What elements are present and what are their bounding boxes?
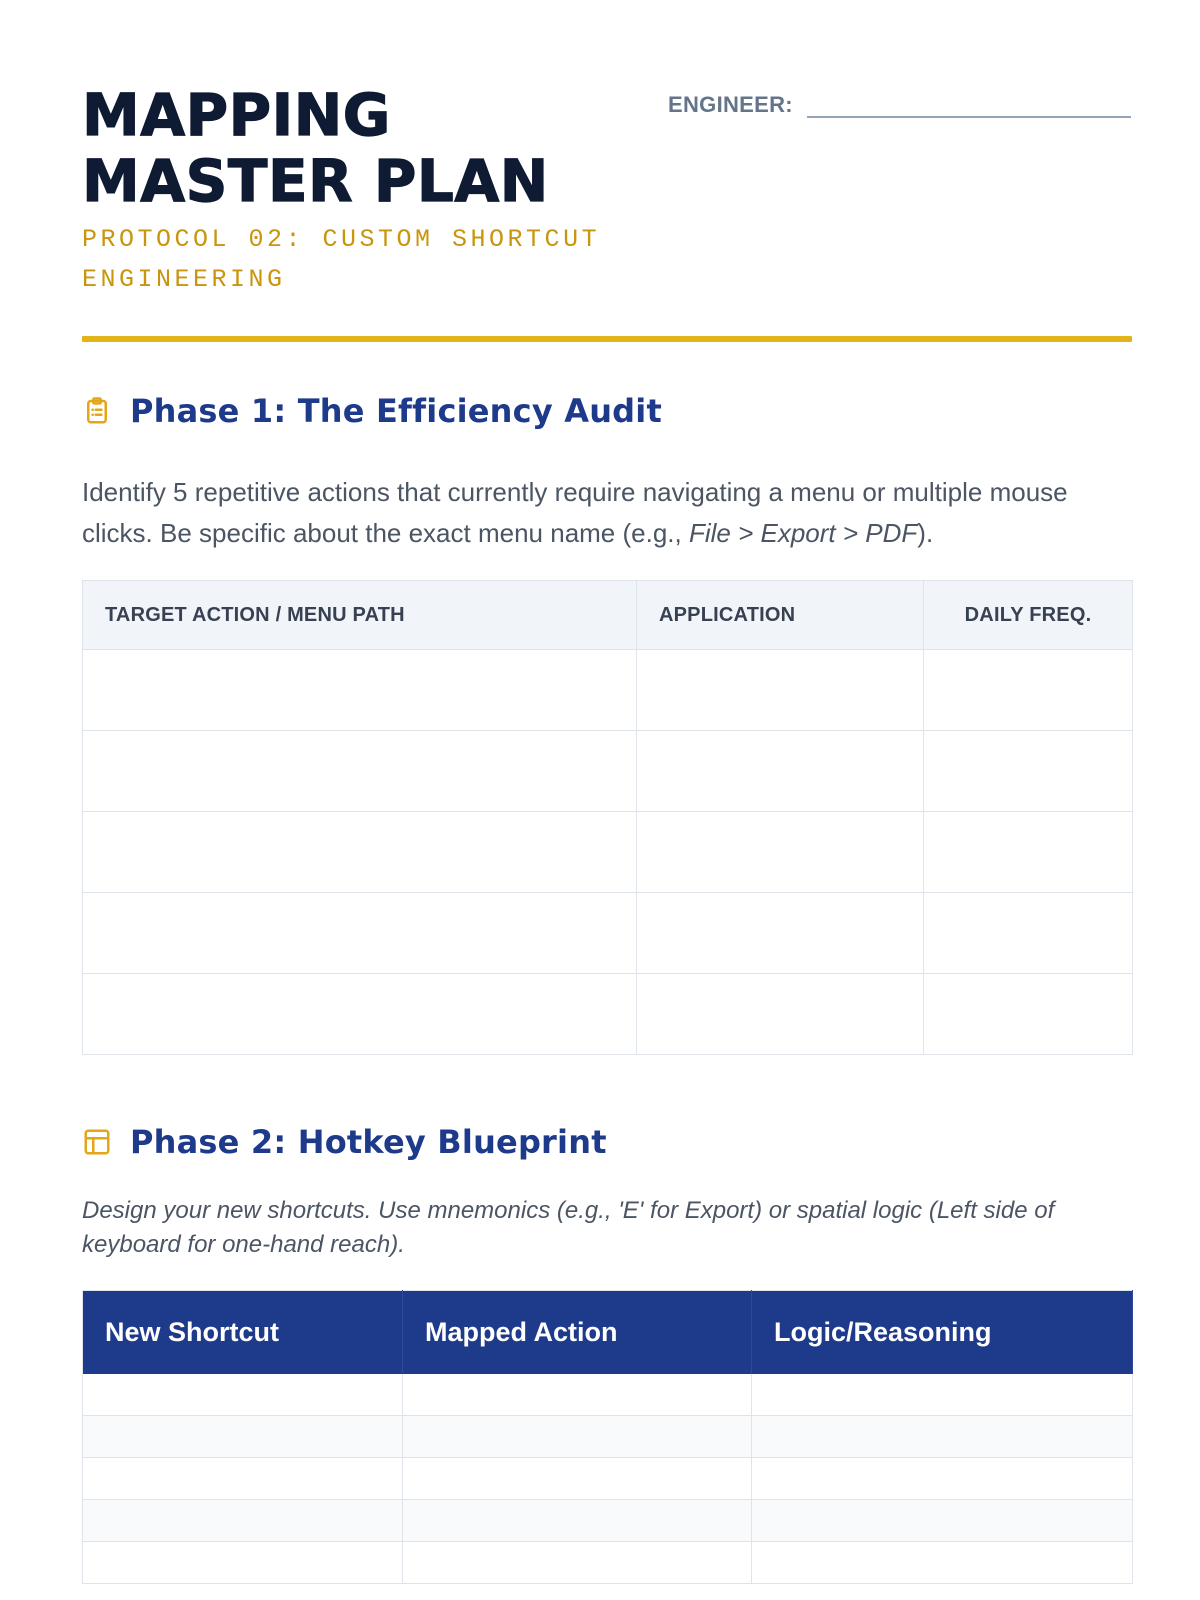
table-cell[interactable] (83, 650, 637, 731)
page-subtitle: PROTOCOL 02: CUSTOM SHORTCUT ENGINEERING (82, 225, 601, 294)
table-row (83, 1416, 1133, 1458)
table-header-row (83, 1291, 1133, 1374)
engineer-label: ENGINEER: (668, 92, 793, 117)
table-row (83, 1500, 1133, 1542)
phase2-title: Phase 2: Hotkey Blueprint (130, 1123, 607, 1161)
column-header-daily-freq: DAILY FREQ. (924, 581, 1133, 650)
engineer-input-line[interactable] (807, 86, 1131, 118)
table-cell[interactable] (83, 893, 637, 974)
table-row (83, 1458, 1133, 1500)
table-row (83, 1542, 1133, 1584)
table-cell[interactable] (83, 1542, 403, 1584)
table-cell[interactable] (637, 650, 924, 731)
table-row (83, 812, 1133, 893)
phase1-desc-example: File > Export > PDF (688, 518, 918, 548)
table-cell[interactable] (924, 974, 1133, 1055)
table-row (83, 893, 1133, 974)
column-header-new-shortcut: New Shortcut (83, 1291, 403, 1374)
table-cell[interactable] (83, 731, 637, 812)
engineer-field (668, 86, 1131, 118)
table-cell[interactable] (637, 974, 924, 1055)
table-cell[interactable] (83, 1458, 403, 1500)
column-header-mapped-action: Mapped Action (403, 1291, 752, 1374)
table-cell[interactable] (752, 1374, 1133, 1416)
header-divider (82, 336, 1132, 342)
table-cell[interactable] (924, 812, 1133, 893)
phase1-title: Phase 1: The Efficiency Audit (130, 392, 662, 430)
table-cell[interactable] (752, 1458, 1133, 1500)
phase1-desc-suffix: ). (917, 518, 934, 548)
table-cell[interactable] (752, 1416, 1133, 1458)
title-line-2: MASTER PLAN (82, 147, 549, 215)
table-row (83, 974, 1133, 1055)
phase1-description (82, 472, 1132, 554)
title-line-1: MAPPING (82, 81, 391, 149)
column-header-application: APPLICATION (637, 581, 924, 650)
table-cell[interactable] (403, 1374, 752, 1416)
clipboard-list-icon (82, 396, 112, 426)
table-row (83, 1374, 1133, 1416)
table-cell[interactable] (637, 731, 924, 812)
phase2-description: Design your new shortcuts. Use mnemonics (e.g., 'E' for Export) or spatial logic (Left side of keyboard for one-hand reach). (82, 1197, 1055, 1258)
hotkey-blueprint-table (82, 1290, 1133, 1584)
table-cell[interactable] (924, 893, 1133, 974)
table-row (83, 731, 1133, 812)
phase2-heading (82, 1123, 607, 1161)
table-cell[interactable] (752, 1542, 1133, 1584)
table-cell[interactable] (752, 1500, 1133, 1542)
table-cell[interactable] (83, 1500, 403, 1542)
phase1-desc-prefix: Identify 5 repetitive actions that currently require navigating a menu or multiple mouse clicks. Be specific about the exact menu name (e.g., (82, 477, 1068, 548)
table-cell[interactable] (403, 1458, 752, 1500)
table-cell[interactable] (637, 812, 924, 893)
table-row (83, 650, 1133, 731)
table-cell[interactable] (403, 1500, 752, 1542)
table-cell[interactable] (403, 1542, 752, 1584)
phase1-heading (82, 392, 662, 430)
table-cell[interactable] (403, 1416, 752, 1458)
table-cell[interactable] (83, 1416, 403, 1458)
table-cell[interactable] (83, 812, 637, 893)
title-block (82, 82, 622, 300)
column-header-target-action: TARGET ACTION / MENU PATH (83, 581, 637, 650)
page-title (82, 82, 622, 214)
table-cell[interactable] (924, 731, 1133, 812)
table-cell[interactable] (924, 650, 1133, 731)
table-cell[interactable] (637, 893, 924, 974)
table-cell[interactable] (83, 1374, 403, 1416)
table-cell[interactable] (83, 974, 637, 1055)
table-header-row (83, 581, 1133, 650)
layout-template-icon (82, 1127, 112, 1157)
column-header-logic-reasoning: Logic/Reasoning (752, 1291, 1133, 1374)
efficiency-audit-table (82, 580, 1133, 1055)
